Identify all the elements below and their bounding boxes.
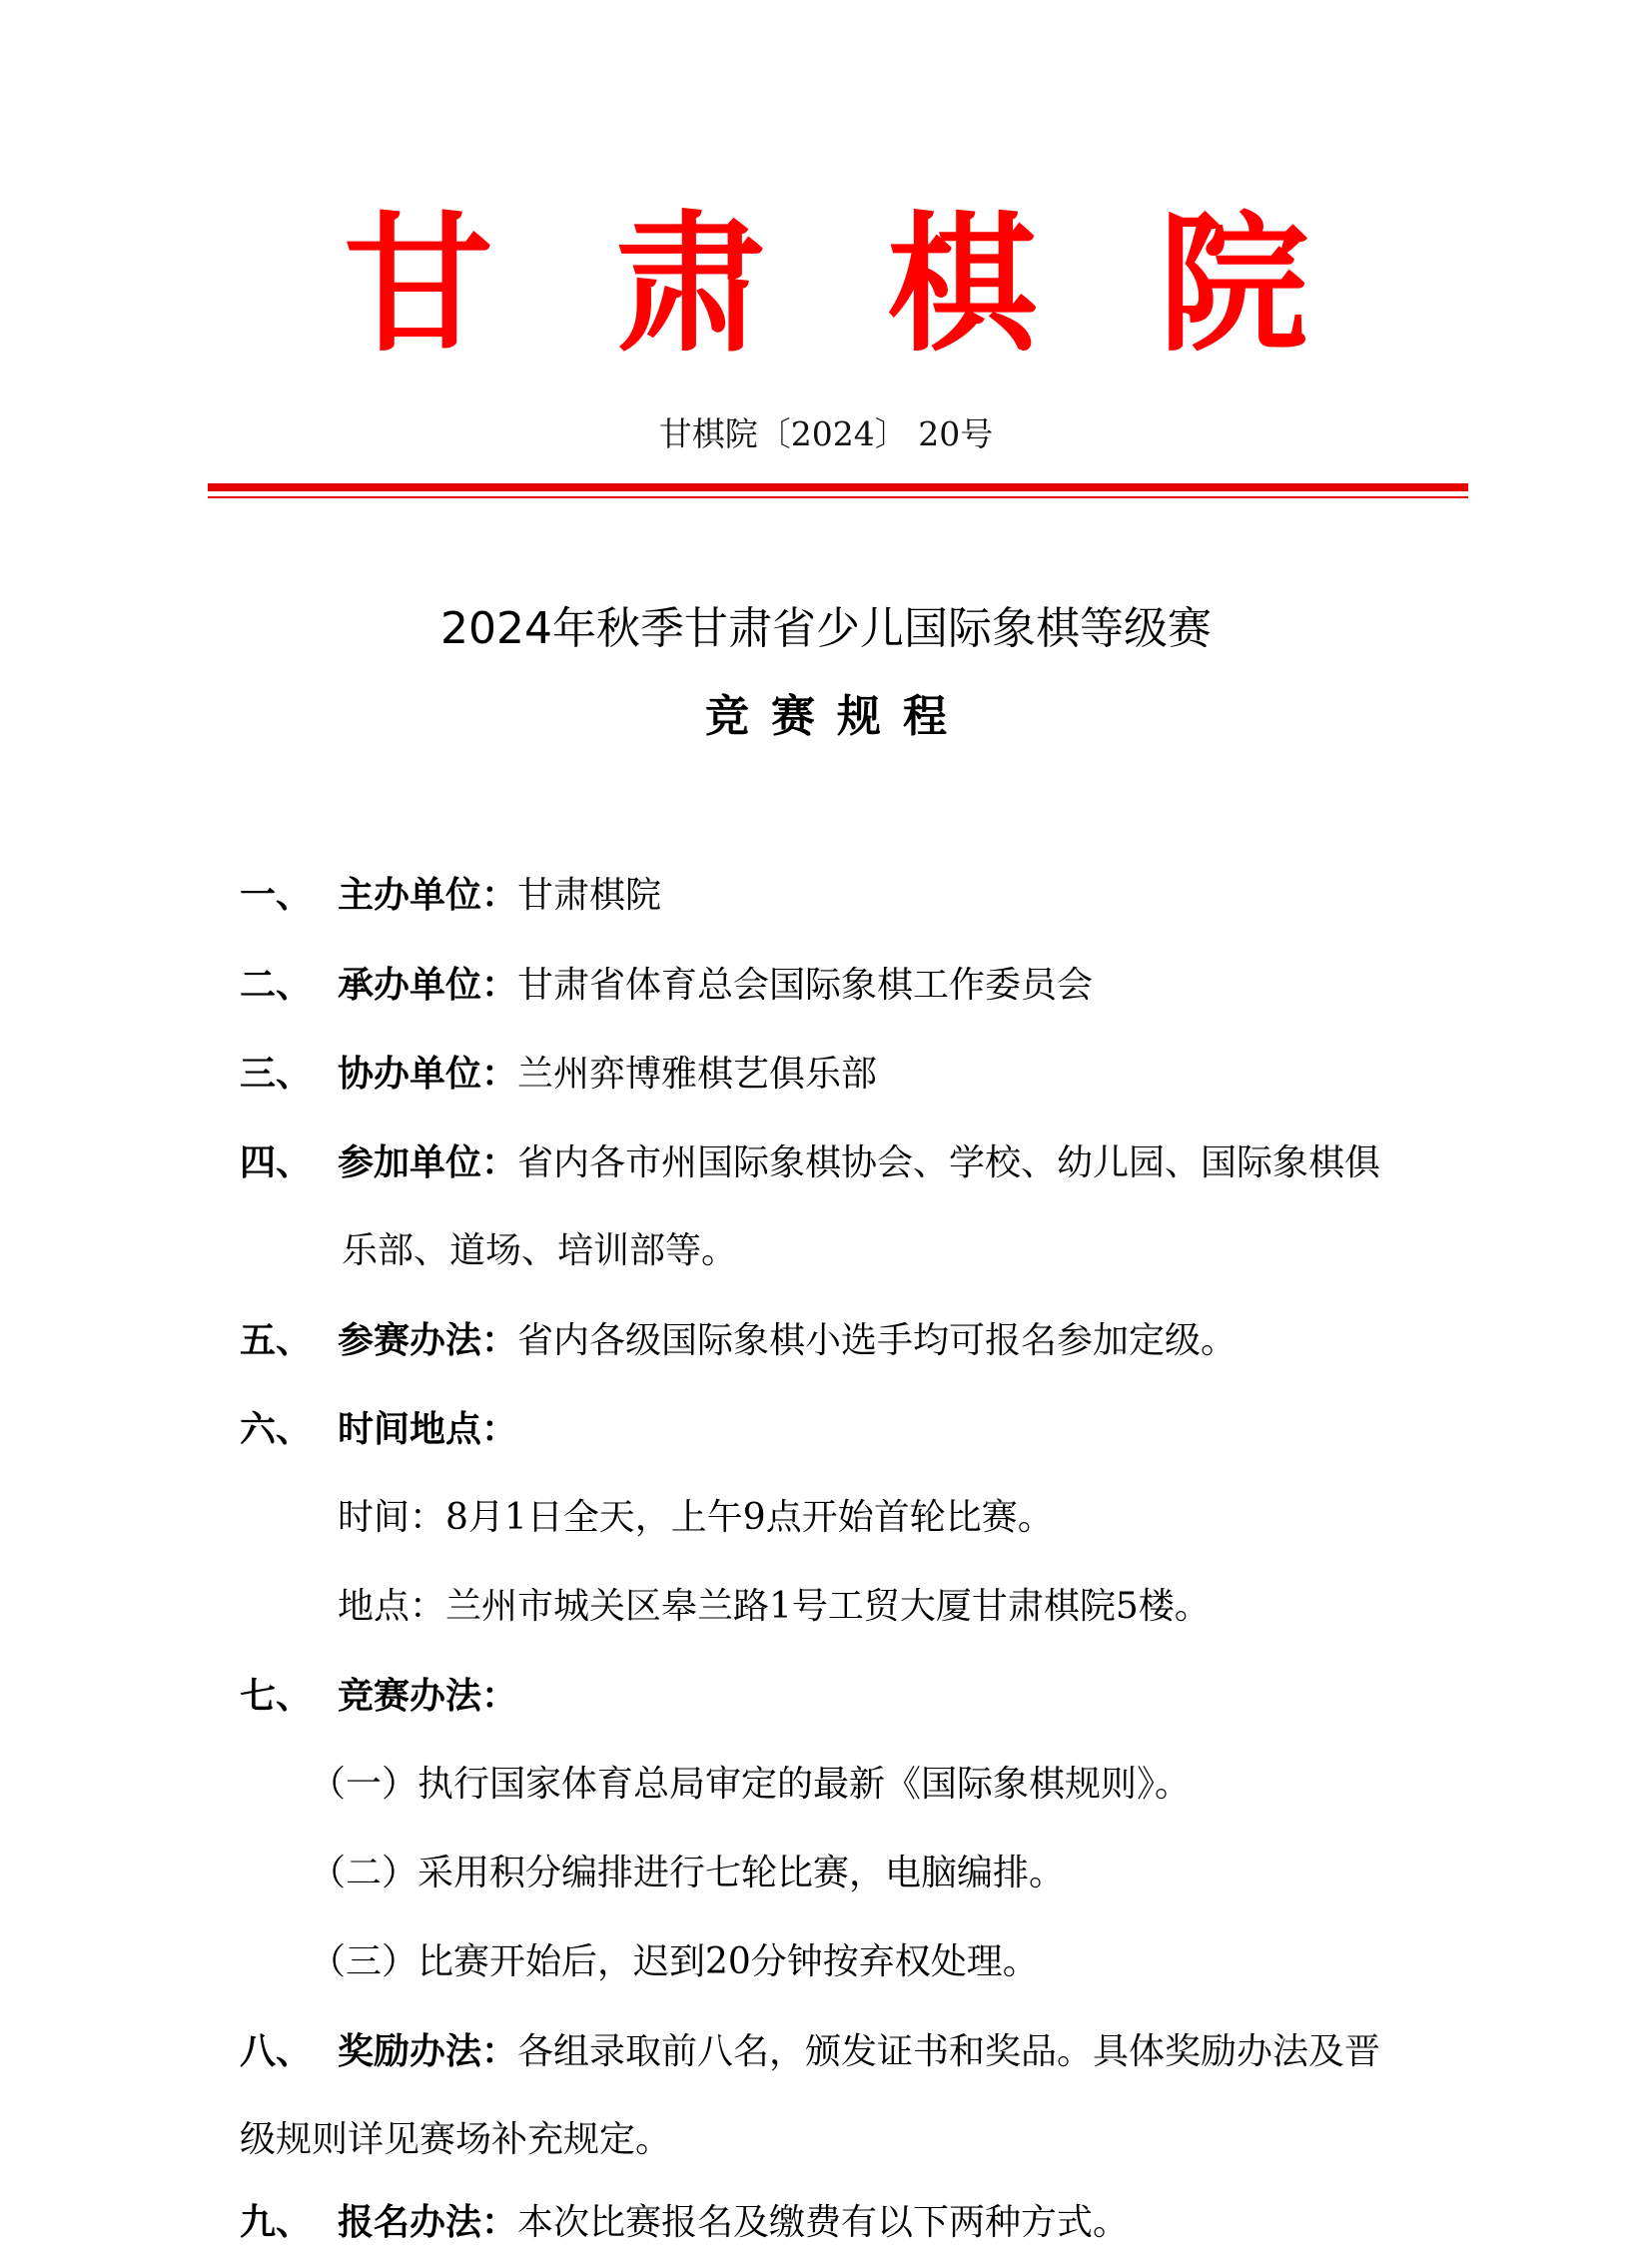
section-label: 报名办法： xyxy=(338,2201,518,2243)
red-divider-thin xyxy=(208,496,1468,498)
masthead-title: 甘肃棋院 xyxy=(343,197,1430,373)
section-number: 七、 xyxy=(240,1675,313,1717)
section-number: 六、 xyxy=(240,1408,313,1450)
document-subtitle: 竞赛规程 xyxy=(705,691,969,742)
section-number: 一、 xyxy=(240,874,313,916)
section-label: 参加单位： xyxy=(338,1141,518,1183)
section-text: 各组录取前八名，颁发证书和奖品。具体奖励办法及晋 xyxy=(517,2031,1381,2072)
section-number: 四、 xyxy=(240,1141,313,1183)
section-label: 承办单位： xyxy=(338,964,518,1006)
list-item: （一）执行国家体育总局审定的最新《国际象棋规则》。 xyxy=(310,1764,1192,1805)
section-number: 三、 xyxy=(240,1053,313,1095)
section-text: 本次比赛报名及缴费有以下两种方式。 xyxy=(517,2202,1130,2243)
section-text: 省内各级国际象棋小选手均可报名参加定级。 xyxy=(517,1320,1238,1361)
red-divider-thick xyxy=(208,483,1468,491)
section-number: 五、 xyxy=(240,1319,313,1361)
section-text: 省内各市州国际象棋协会、学校、幼儿园、国际象棋俱 xyxy=(517,1142,1381,1183)
list-item: （二）采用积分编排进行七轮比赛，电脑编排。 xyxy=(310,1853,1066,1893)
section-number: 九、 xyxy=(240,2201,313,2243)
document-number: 甘棋院〔2024〕 20号 xyxy=(658,414,994,453)
event-time: 时间：8月1日全天，上午9点开始首轮比赛。 xyxy=(338,1497,1054,1538)
section-number: 二、 xyxy=(240,964,313,1006)
section-text-continued: 乐部、道场、培训部等。 xyxy=(342,1230,738,1271)
document-title: 2024年秋季甘肃省少儿国际象棋等级赛 xyxy=(440,603,1212,654)
section-label: 竞赛办法： xyxy=(338,1675,518,1717)
section-label: 参赛办法： xyxy=(338,1319,518,1361)
event-location: 地点：兰州市城关区皋兰路1号工贸大厦甘肃棋院5楼。 xyxy=(338,1586,1211,1627)
section-label: 奖励办法： xyxy=(338,2030,518,2072)
list-item: （三）比赛开始后，迟到20分钟按弃权处理。 xyxy=(310,1941,1039,1982)
section-text: 甘肃棋院 xyxy=(517,875,662,916)
section-label: 时间地点： xyxy=(338,1408,518,1450)
section-label: 协办单位： xyxy=(338,1053,518,1095)
section-text-continued: 级规则详见赛场补充规定。 xyxy=(240,2119,672,2160)
section-text: 兰州弈博雅棋艺俱乐部 xyxy=(517,1054,878,1095)
section-text: 甘肃省体育总会国际象棋工作委员会 xyxy=(517,965,1094,1006)
section-number: 八、 xyxy=(240,2030,313,2072)
section-label: 主办单位： xyxy=(338,874,518,916)
